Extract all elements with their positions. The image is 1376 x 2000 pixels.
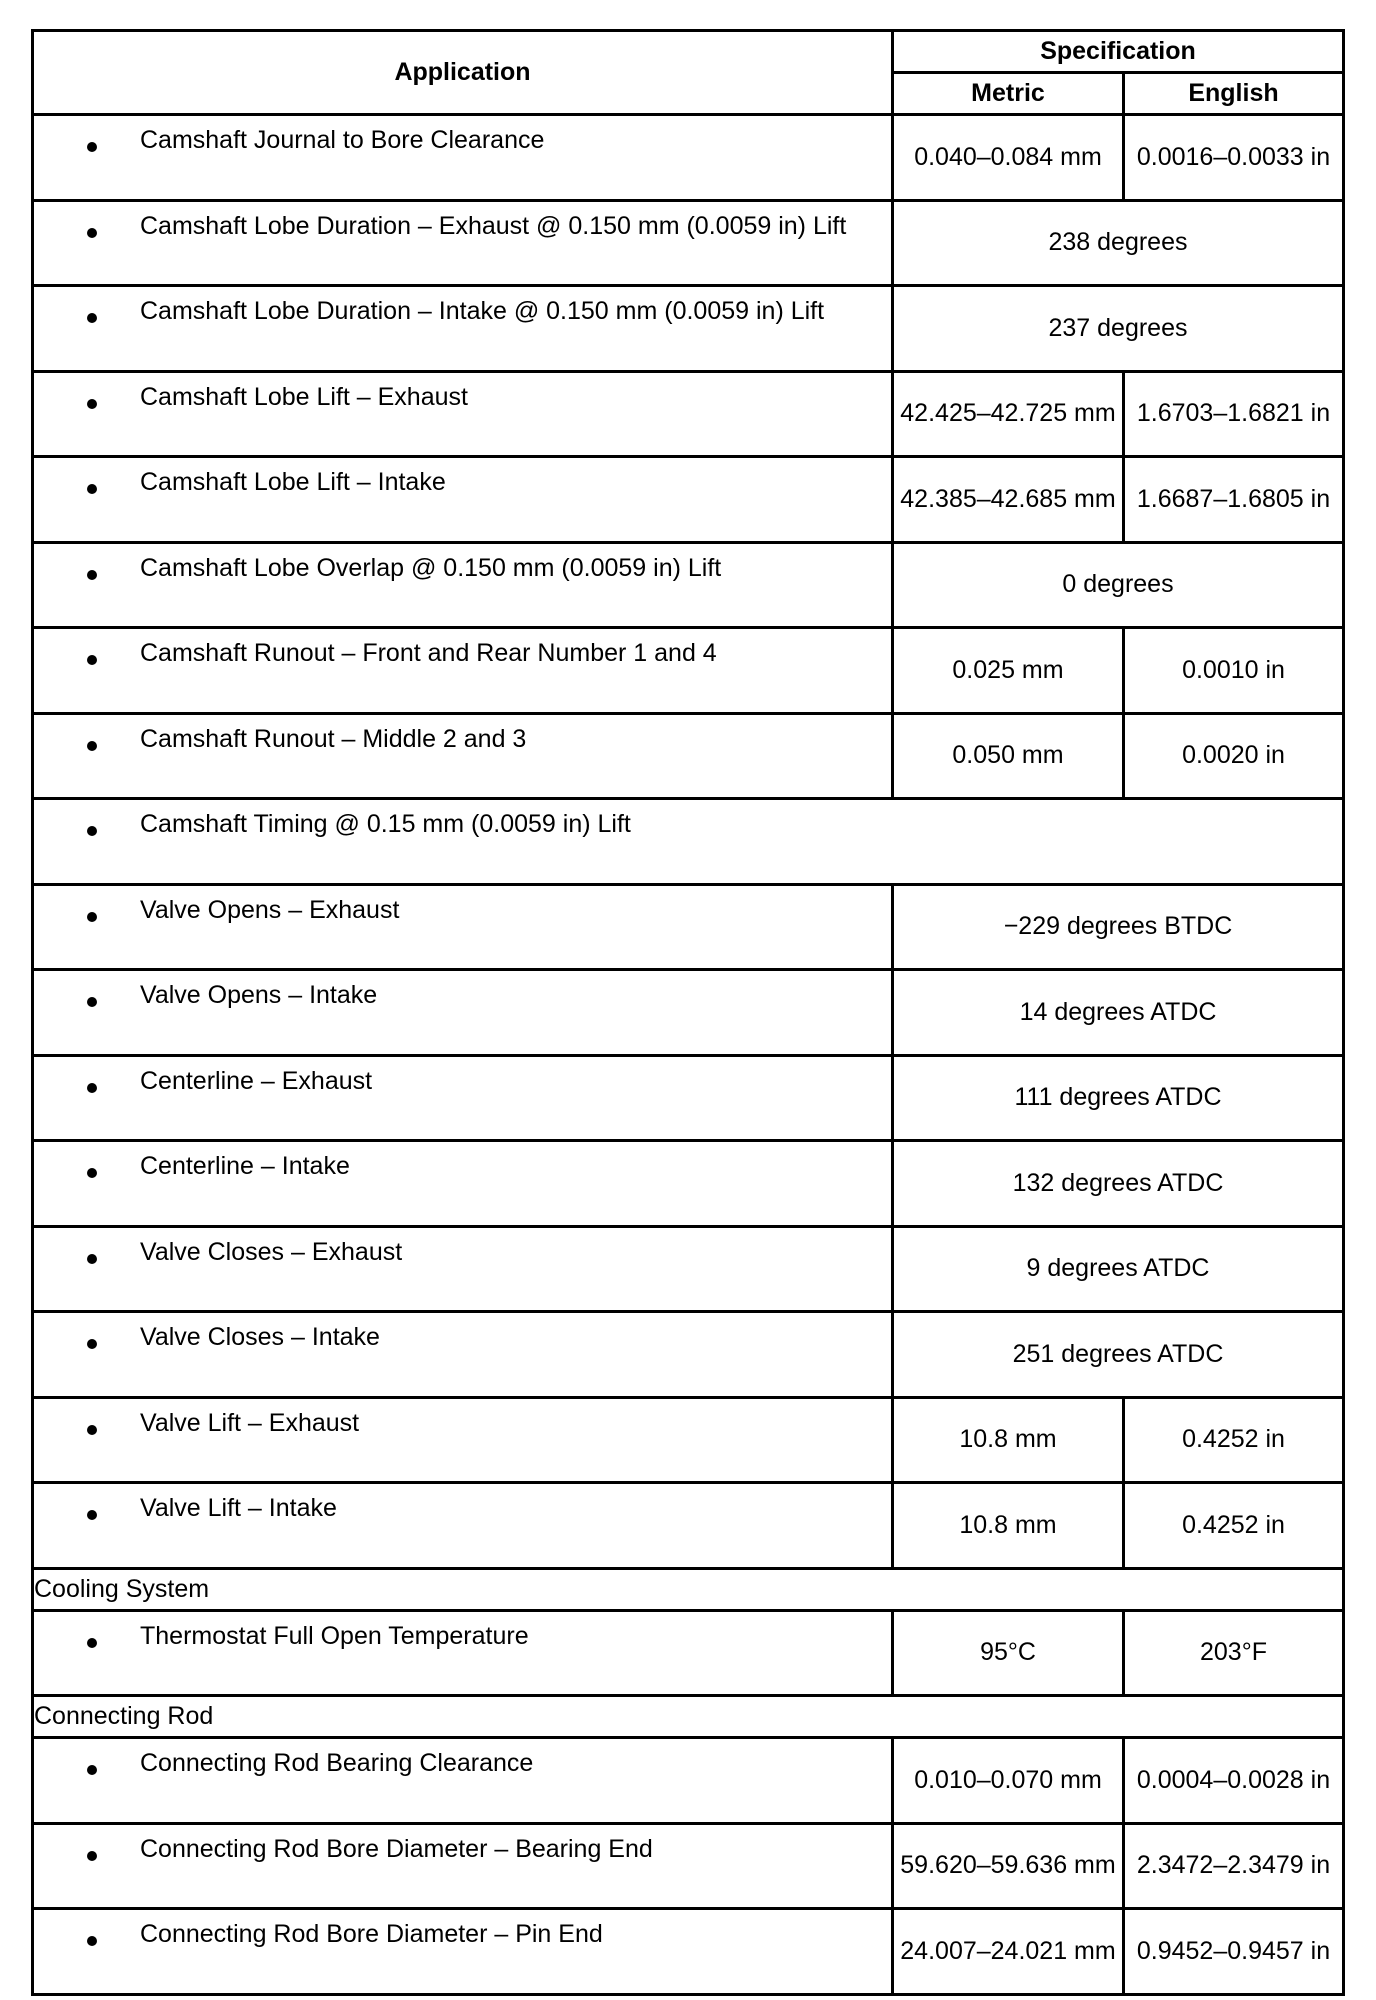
metric-header: Metric (893, 73, 1124, 115)
application-text: Valve Opens – Intake (140, 981, 378, 1009)
application-cell (33, 286, 893, 372)
table-row (33, 713, 1344, 799)
application-cell (33, 1823, 893, 1909)
combined-value-cell: 238 degrees (893, 200, 1344, 286)
application-cell (33, 1312, 893, 1398)
application-cell (33, 1226, 893, 1312)
specification-header: Specification (893, 31, 1344, 73)
section-label: Connecting Rod (33, 1696, 1344, 1738)
table-body (33, 115, 1344, 1995)
application-text: Camshaft Timing @ 0.15 mm (0.0059 in) Lift (140, 810, 631, 838)
bullet-icon (87, 1765, 97, 1775)
application-cell (33, 1055, 893, 1141)
application-text: Thermostat Full Open Temperature (140, 1621, 529, 1650)
application-text: Camshaft Runout – Front and Rear Number 1 and 4 (140, 639, 717, 667)
bullet-icon (87, 570, 97, 580)
application-text: Valve Opens – Exhaust (140, 895, 400, 924)
application-text: Camshaft Lobe Lift – Exhaust (140, 382, 468, 411)
table-row (33, 1610, 1344, 1696)
bullet-icon (87, 313, 97, 323)
english-value-cell: 2.3472–2.3479 in (1124, 1823, 1344, 1909)
table-row (33, 200, 1344, 286)
bullet-icon (87, 1339, 97, 1349)
bullet-icon (87, 1083, 97, 1093)
table-row (33, 799, 1344, 885)
table-row (33, 628, 1344, 714)
metric-value-cell: 10.8 mm (893, 1483, 1124, 1569)
metric-value-cell: 59.620–59.636 mm (893, 1823, 1124, 1909)
combined-value-cell: 111 degrees ATDC (893, 1055, 1344, 1141)
application-text: Centerline – Exhaust (140, 1066, 373, 1095)
application-cell (33, 1610, 893, 1696)
english-value-cell: 0.4252 in (1124, 1397, 1344, 1483)
application-text: Camshaft Lobe Duration – Intake @ 0.150 mm (0.0059 in) Lift (140, 297, 825, 325)
metric-value-cell: 24.007–24.021 mm (893, 1909, 1124, 1995)
metric-value-cell: 0.050 mm (893, 713, 1124, 799)
bullet-icon (87, 1851, 97, 1861)
application-text: Connecting Rod Bore Diameter – Pin End (140, 1920, 603, 1948)
combined-value-cell: 132 degrees ATDC (893, 1141, 1344, 1227)
metric-value-cell: 42.385–42.685 mm (893, 457, 1124, 543)
application-cell (33, 542, 893, 628)
bullet-icon (87, 741, 97, 751)
metric-value-cell: 10.8 mm (893, 1397, 1124, 1483)
combined-value-cell: 251 degrees ATDC (893, 1312, 1344, 1398)
table-row (33, 1397, 1344, 1483)
table-row (33, 1055, 1344, 1141)
combined-value-cell: 0 degrees (893, 542, 1344, 628)
english-value-cell: 0.0010 in (1124, 628, 1344, 714)
bullet-icon (87, 1168, 97, 1178)
table-row (33, 1738, 1344, 1824)
english-header: English (1124, 73, 1344, 115)
table-row (33, 457, 1344, 543)
english-value-cell: 0.0020 in (1124, 713, 1344, 799)
table-row (33, 1226, 1344, 1312)
table-row (33, 970, 1344, 1056)
table-row (33, 1823, 1344, 1909)
bullet-icon (87, 997, 97, 1007)
application-text: Valve Closes – Exhaust (140, 1237, 403, 1266)
application-text: Centerline – Intake (140, 1152, 350, 1180)
application-cell (33, 115, 893, 201)
application-cell (33, 371, 893, 457)
application-cell (33, 457, 893, 543)
table-row (33, 1483, 1344, 1569)
english-value-cell: 0.4252 in (1124, 1483, 1344, 1569)
application-cell (33, 1141, 893, 1227)
application-text: Camshaft Journal to Bore Clearance (140, 126, 545, 154)
combined-value-cell: −229 degrees BTDC (893, 884, 1344, 970)
application-cell (33, 200, 893, 286)
metric-value-cell: 0.010–0.070 mm (893, 1738, 1124, 1824)
section-label: Cooling System (33, 1568, 1344, 1610)
table-row (33, 1909, 1344, 1995)
bullet-icon (87, 655, 97, 665)
application-cell (33, 1483, 893, 1569)
application-cell (33, 1738, 893, 1824)
table-row (33, 1312, 1344, 1398)
application-text: Valve Lift – Exhaust (140, 1408, 360, 1437)
bullet-icon (87, 826, 97, 836)
application-cell (33, 884, 893, 970)
bullet-icon (87, 484, 97, 494)
table-row (33, 1141, 1344, 1227)
application-text: Camshaft Lobe Overlap @ 0.150 mm (0.0059 in) Lift (140, 553, 722, 582)
bullet-icon (87, 142, 97, 152)
application-cell (33, 799, 1344, 885)
english-value-cell: 1.6687–1.6805 in (1124, 457, 1344, 543)
table-row (33, 542, 1344, 628)
application-text: Camshaft Lobe Lift – Intake (140, 468, 446, 496)
english-value-cell: 203°F (1124, 1610, 1344, 1696)
section-row (33, 1568, 1344, 1610)
metric-value-cell: 95°C (893, 1610, 1124, 1696)
application-header: Application (33, 31, 893, 115)
application-cell (33, 628, 893, 714)
bullet-icon (87, 1254, 97, 1264)
combined-value-cell: 9 degrees ATDC (893, 1226, 1344, 1312)
bullet-icon (87, 912, 97, 922)
bullet-icon (87, 228, 97, 238)
metric-value-cell: 42.425–42.725 mm (893, 371, 1124, 457)
metric-value-cell: 0.025 mm (893, 628, 1124, 714)
application-text: Valve Closes – Intake (140, 1323, 380, 1351)
table-row (33, 371, 1344, 457)
application-text: Valve Lift – Intake (140, 1494, 337, 1522)
english-value-cell: 1.6703–1.6821 in (1124, 371, 1344, 457)
english-value-cell: 0.0016–0.0033 in (1124, 115, 1344, 201)
english-value-cell: 0.9452–0.9457 in (1124, 1909, 1344, 1995)
application-cell (33, 713, 893, 799)
section-row (33, 1696, 1344, 1738)
bullet-icon (87, 1510, 97, 1520)
combined-value-cell: 237 degrees (893, 286, 1344, 372)
metric-value-cell: 0.040–0.084 mm (893, 115, 1124, 201)
combined-value-cell: 14 degrees ATDC (893, 970, 1344, 1056)
application-cell (33, 1909, 893, 1995)
bullet-icon (87, 1936, 97, 1946)
application-text: Connecting Rod Bore Diameter – Bearing End (140, 1834, 653, 1863)
bullet-icon (87, 1638, 97, 1648)
table-row (33, 884, 1344, 970)
english-value-cell: 0.0004–0.0028 in (1124, 1738, 1344, 1824)
application-text: Connecting Rod Bearing Clearance (140, 1749, 534, 1777)
table-row (33, 286, 1344, 372)
specification-table (31, 29, 1345, 1996)
application-text: Camshaft Lobe Duration – Exhaust @ 0.150 mm (0.0059 in) Lift (140, 211, 847, 240)
application-text: Camshaft Runout – Middle 2 and 3 (140, 724, 527, 753)
application-cell (33, 1397, 893, 1483)
table-row (33, 115, 1344, 201)
bullet-icon (87, 1425, 97, 1435)
application-cell (33, 970, 893, 1056)
bullet-icon (87, 399, 97, 409)
